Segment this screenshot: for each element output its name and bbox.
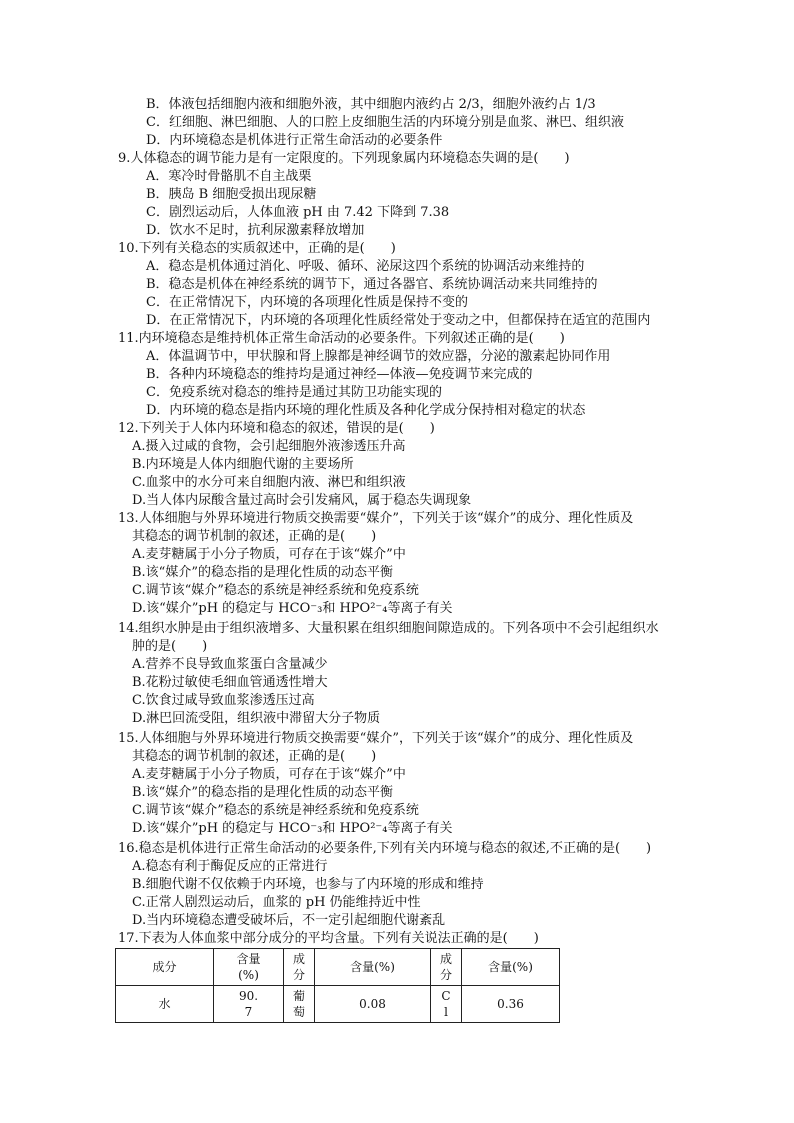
q11-option-d: D．内环境的稳态是指内环境的理化性质及各种化学成分保持相对稳定的状态: [146, 403, 586, 418]
q15-option-d: D.该“媒介”pH 的稳定与 HCO⁻₃和 HPO²⁻₄等离子有关: [132, 821, 453, 836]
table-cell: 含量 (%): [214, 949, 284, 986]
q9-option-b: B．胰岛 B 细胞受损出现尿糖: [146, 187, 317, 202]
q9-stem: 9.人体稳态的调节能力是有一定限度的。下列现象属内环境稳态失调的是( ): [118, 151, 570, 166]
plasma-composition-table: [115, 948, 560, 1023]
table-cell: 成 分: [284, 949, 315, 986]
q16-option-d: D.当内环境稳态遭受破坏后，不一定引起细胞代谢紊乱: [132, 913, 446, 928]
q9-option-c: C．剧烈运动后，人体血液 pH 由 7.42 下降到 7.38: [146, 205, 450, 220]
q14-option-b: B.花粉过敏使毛细血管通透性增大: [132, 675, 328, 690]
q11-stem: 11.内环境稳态是维持机体正常生命活动的必要条件。下列叙述正确的是( ): [118, 331, 565, 346]
q13-option-c: C.调节该“媒介”稳态的系统是神经系统和免疫系统: [132, 583, 419, 598]
q16-option-a: A.稳态有利于酶促反应的正常进行: [132, 859, 328, 874]
q10-option-c: C．在正常情况下，内环境的各项理化性质是保持不变的: [146, 295, 468, 310]
q15-option-c: C.调节该“媒介”稳态的系统是神经系统和免疫系统: [132, 803, 419, 818]
q8-option-d: D．内环境稳态是机体进行正常生命活动的必要条件: [146, 133, 443, 148]
table-cell: 成 分: [431, 949, 462, 986]
q14-option-a: A.营养不良导致血浆蛋白含量减少: [132, 657, 328, 672]
q11-option-c: C．免疫系统对稳态的维持是通过其防卫功能实现的: [146, 385, 442, 400]
q15-stem-line1: 15.人体细胞与外界环境进行物质交换需要“媒介”，下列关于该“媒介”的成分、理化性质及: [118, 731, 634, 746]
q12-option-b: B.内环境是人体内细胞代谢的主要场所: [132, 457, 354, 472]
table-cell: C l: [431, 986, 462, 1023]
q16-option-b: B.细胞代谢不仅依赖于内环境，也参与了内环境的形成和维持: [132, 877, 484, 892]
q12-option-d: D.当人体内尿酸含量过高时会引发痛风，属于稳态失调现象: [132, 493, 472, 508]
q8-option-c: C．红细胞、淋巴细胞、人的口腔上皮细胞生活的内环境分别是血浆、淋巴、组织液: [146, 115, 624, 130]
q10-option-b: B．稳态是机体在神经系统的调节下，通过各器官、系统协调活动来共同维持的: [146, 277, 598, 292]
table-cell: 成分: [116, 949, 214, 986]
q9-option-d: D．饮水不足时，抗利尿激素释放增加: [146, 223, 365, 238]
q11-option-a: A．体温调节中，甲状腺和肾上腺都是神经调节的效应器，分泌的激素起协同作用: [146, 349, 611, 364]
q16-option-c: C.正常人剧烈运动后，血浆的 pH 仍能维持近中性: [132, 895, 421, 910]
q10-stem: 10.下列有关稳态的实质叙述中，正确的是( ): [118, 241, 396, 256]
table-cell: 含量(%): [462, 949, 560, 986]
q14-stem-line1: 14.组织水肿是由于组织液增多、大量积累在组织细胞间隙造成的。下列各项中不会引起组织水: [118, 621, 659, 636]
q12-option-a: A.摄入过咸的食物，会引起细胞外液渗透压升高: [132, 439, 406, 454]
table-cell: 水: [116, 986, 214, 1023]
q14-stem-line2: 肿的是( ): [132, 639, 208, 654]
q11-option-b: B．各种内环境稳态的维持均是通过神经—体液—免疫调节来完成的: [146, 367, 533, 382]
table-cell: 葡 萄: [284, 986, 315, 1023]
q14-option-d: D.淋巴回流受阻，组织液中滞留大分子物质: [132, 711, 381, 726]
q15-option-a: A.麦芽糖属于小分子物质，可存在于该“媒介”中: [132, 767, 406, 782]
table-row: [116, 986, 560, 1023]
q14-option-c: C.饮食过咸导致血浆渗透压过高: [132, 693, 315, 708]
q15-stem-line2: 其稳态的调节机制的叙述，正确的是( ): [132, 749, 377, 764]
table-header-row: [116, 949, 560, 986]
q13-option-a: A.麦芽糖属于小分子物质，可存在于该“媒介”中: [132, 547, 406, 562]
table-cell: 含量(%): [315, 949, 431, 986]
q15-option-b: B.该“媒介”的稳态指的是理化性质的动态平衡: [132, 785, 393, 800]
q13-option-d: D.该“媒介”pH 的稳定与 HCO⁻₃和 HPO²⁻₄等离子有关: [132, 601, 453, 616]
q12-stem: 12.下列关于人体内环境和稳态的叙述，错误的是( ): [118, 421, 435, 436]
q17-stem: 17.下表为人体血浆中部分成分的平均含量。下列有关说法正确的是( ): [118, 931, 539, 946]
table-cell: 90. 7: [214, 986, 284, 1023]
q13-stem-line2: 其稳态的调节机制的叙述，正确的是( ): [132, 529, 377, 544]
q16-stem: 16.稳态是机体进行正常生命活动的必要条件,下列有关内环境与稳态的叙述,不正确的是( ): [118, 841, 652, 856]
table-cell: 0.36: [462, 986, 560, 1023]
q10-option-a: A．稳态是机体通过消化、呼吸、循环、泌尿这四个系统的协调活动来维持的: [146, 259, 585, 274]
q13-stem-line1: 13.人体细胞与外界环境进行物质交换需要“媒介”，下列关于该“媒介”的成分、理化性质及: [118, 511, 634, 526]
q12-option-c: C.血浆中的水分可来自细胞内液、淋巴和组织液: [132, 475, 406, 490]
table-cell: 0.08: [315, 986, 431, 1023]
q13-option-b: B.该“媒介”的稳态指的是理化性质的动态平衡: [132, 565, 393, 580]
q8-option-b: B．体液包括细胞内液和细胞外液，其中细胞内液约占 2/3，细胞外液约占 1/3: [146, 97, 596, 112]
q9-option-a: A．寒冷时骨骼肌不自主战栗: [146, 169, 312, 184]
q10-option-d: D．在正常情况下，内环境的各项理化性质经常处于变动之中，但都保持在适宜的范围内: [146, 313, 651, 328]
